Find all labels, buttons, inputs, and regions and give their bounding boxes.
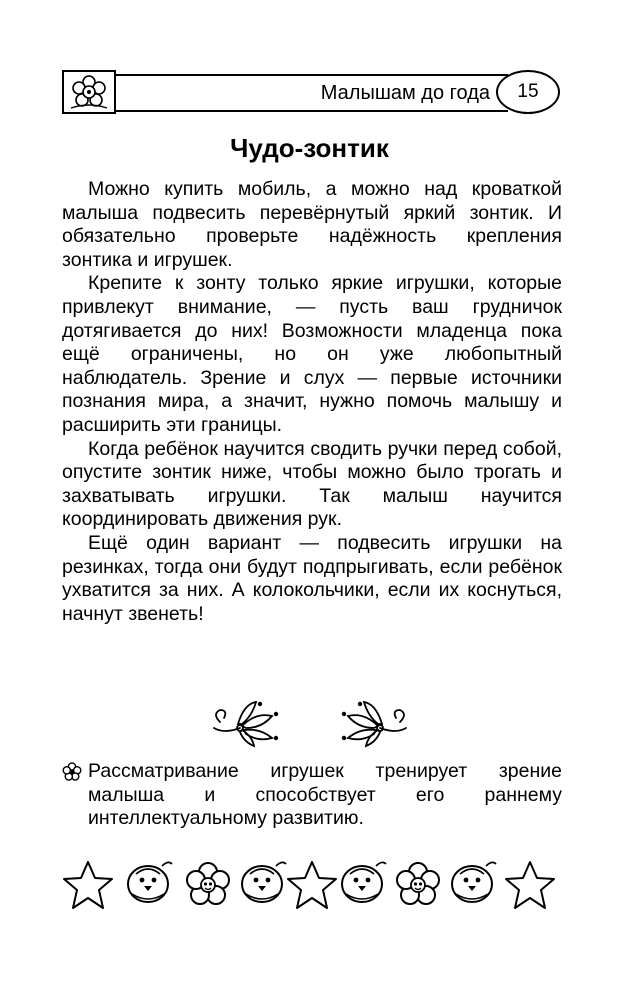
page-number: 15: [517, 81, 539, 102]
running-title: Малышам до года: [320, 82, 490, 104]
flower-bullet-icon: [62, 762, 82, 782]
paragraph: Ещё один вариант — подвесить игрушки на резинках, тогда они будут подпрыгивать, если ребёнок ухватится за них. А колокольчики, если их коснуться, начнут звенеть!: [62, 531, 562, 625]
tip-block: [62, 760, 562, 831]
page-number-badge: [496, 70, 560, 114]
twin-flowers-ornament-icon: [210, 698, 410, 750]
header-flower-box: [62, 70, 116, 114]
paragraph: Когда ребёнок научится сводить ручки перед собой, опустите зонтик ниже, чтобы можно было трогать и захватывать игрушки. Так малыш научится координировать движения рук.: [62, 437, 562, 531]
article-title: Чудо-зонтик: [230, 133, 389, 163]
header-rule-bottom: [116, 110, 508, 112]
article-body: [62, 178, 562, 626]
paragraph: Крепите к зонту только яркие игрушки, которые привлекут внимание, — пусть ваш грудничок дотягивается до них! Возможности младенца пока ещё ограничены, но он уже любопытный наблюдатель. Зрение и слух — первые источники познания мира, а значит, нужно помочь малышу и расширить эти границы.: [62, 272, 562, 436]
header-rule-top: [116, 74, 508, 76]
paragraph: Можно купить мобиль, а можно над кроваткой малыша подвесить перевёрнутый яркий зонтик. И обязательно проверьте надёжность крепления зонтика и игрушек.: [62, 178, 562, 271]
tip-text: Рассматривание игрушек тренирует зрение малыша и способствует его раннему интеллектуальному развитию.: [88, 760, 562, 830]
stars-chicks-flowers-border-icon: [62, 852, 560, 916]
page-header: [62, 70, 560, 116]
flower-icon: [68, 74, 110, 112]
